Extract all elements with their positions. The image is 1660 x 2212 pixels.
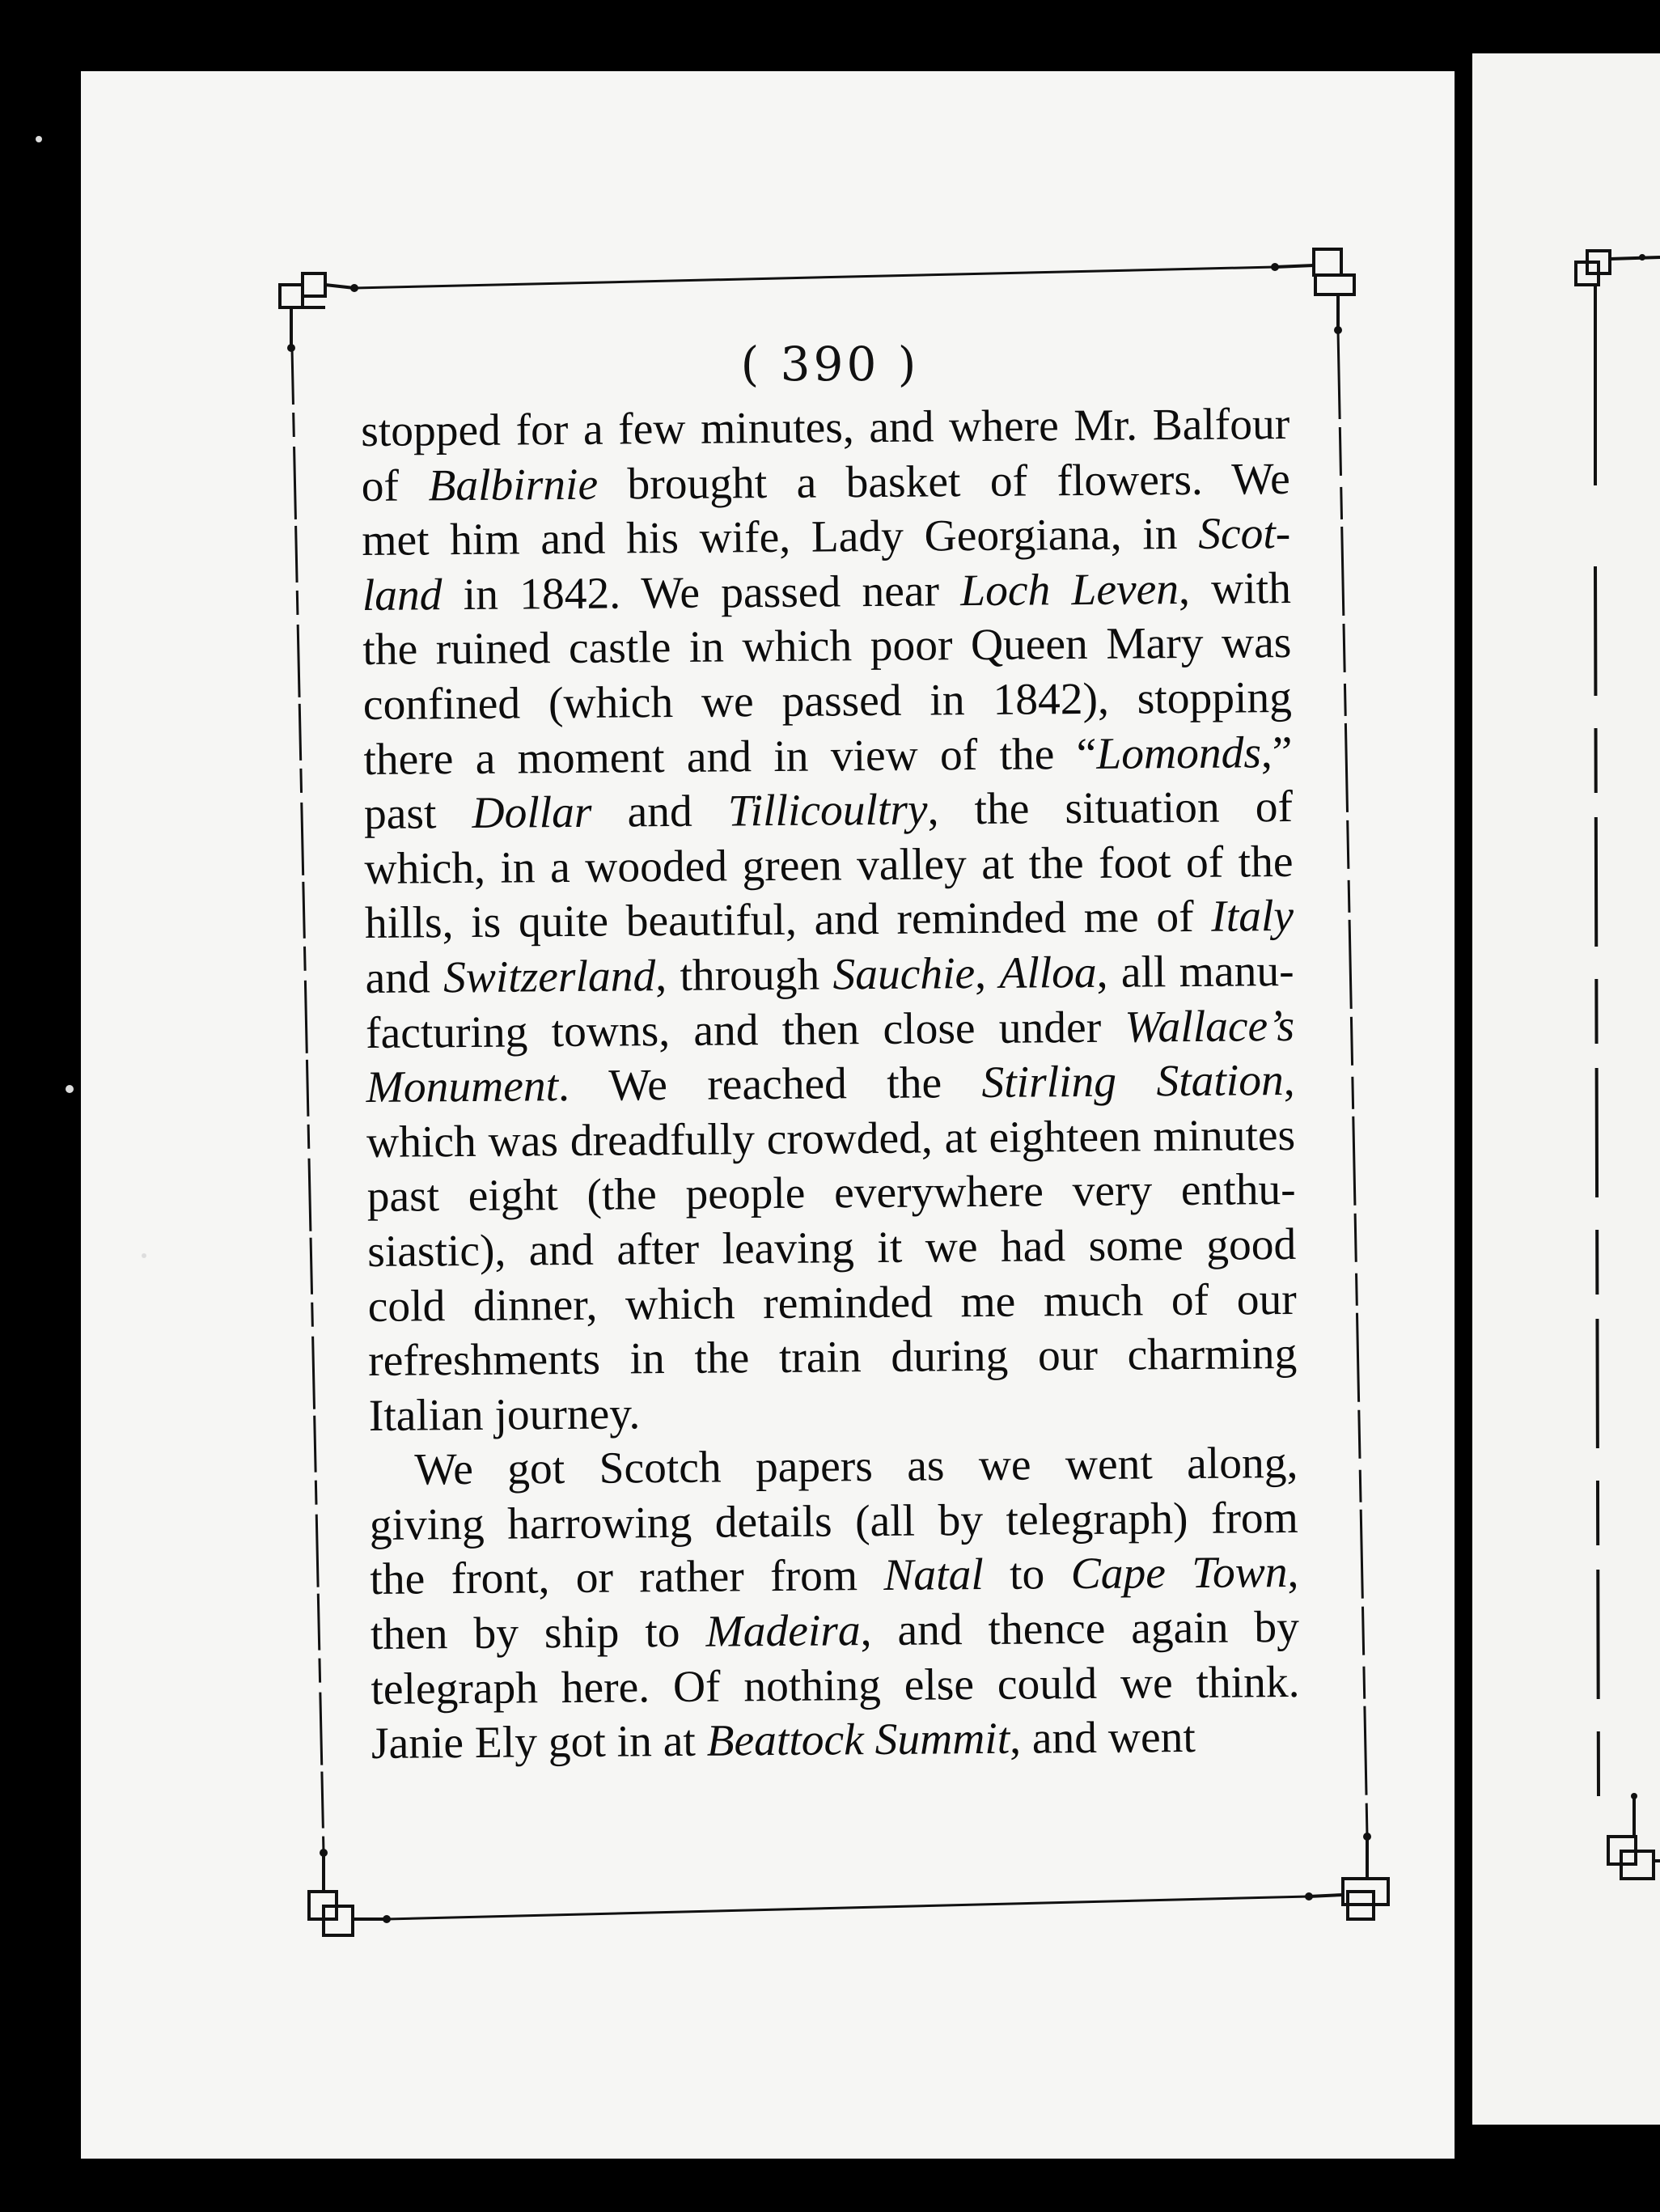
text-line — [362, 616, 1291, 678]
text-run: Italian journey. — [368, 1389, 641, 1441]
text-run: brought a basket of flowers. We — [597, 454, 1290, 510]
text-run: , — [1283, 1056, 1295, 1106]
italic-place-name: Sauchie — [832, 948, 976, 1000]
italic-place-name: Alloa — [999, 947, 1097, 998]
text-run: met him and his wife, Lady Georgiana, in — [362, 510, 1199, 566]
italic-place-name: Natal — [883, 1550, 984, 1601]
text-line — [370, 1545, 1298, 1608]
italic-place-name: Balbirnie — [428, 460, 599, 511]
text-run: , the situation of — [927, 782, 1294, 835]
paragraph — [369, 1436, 1300, 1772]
body-text — [361, 397, 1300, 1772]
text-line — [367, 1218, 1296, 1280]
text-line — [365, 889, 1294, 951]
text-run: facturing towns, and then close under — [365, 1002, 1125, 1058]
text-run: there a moment and in view of the “ — [363, 729, 1097, 785]
text-line — [363, 671, 1292, 733]
text-line — [371, 1655, 1299, 1718]
text-run: which was dreadfully crowded, at eighteen minutes — [366, 1110, 1296, 1167]
text-run: Janie Ely got in at — [371, 1716, 707, 1769]
text-run: the front, or rather from — [370, 1551, 884, 1605]
paragraph — [361, 397, 1298, 1443]
text-run: telegraph here. Of nothing else could we think. — [371, 1657, 1300, 1714]
italic-place-name: Tillicoultry — [727, 785, 928, 837]
text-run: past eight (the people everywhere very enthu- — [366, 1165, 1296, 1223]
text-run: . We reached the — [557, 1058, 982, 1112]
text-line — [366, 1163, 1295, 1225]
text-line — [366, 1053, 1294, 1116]
text-run: , and thence again by — [860, 1603, 1300, 1656]
italic-place-name: Lomonds — [1096, 727, 1262, 779]
text-run: , with — [1178, 563, 1292, 614]
italic-place-name: Monument — [366, 1062, 559, 1113]
text-run: , through — [654, 950, 833, 1002]
text-run: , — [1287, 1548, 1299, 1598]
text-run: ,” — [1260, 727, 1293, 778]
text-line — [362, 506, 1290, 569]
text-line — [366, 998, 1294, 1061]
italic-place-name: Cape Town — [1070, 1548, 1288, 1600]
italic-place-name: Beattock Summit — [706, 1714, 1010, 1766]
text-run: past — [363, 789, 472, 840]
text-run: stopped for a few minutes, and where Mr. Balfour — [361, 399, 1290, 456]
italic-place-name: Loch Leven — [959, 564, 1179, 616]
italic-place-name: Italy — [1211, 892, 1294, 943]
text-run: cold dinner, which reminded me much of our — [367, 1274, 1297, 1332]
text-line — [369, 1436, 1298, 1498]
page-number: ( 390 ) — [740, 337, 920, 392]
text-run: then by ship to — [370, 1607, 706, 1660]
text-run: refreshments in the train during our charming — [368, 1329, 1298, 1387]
text-run: and — [365, 953, 444, 1003]
text-run: which, in a wooded green valley at the foot of the — [364, 837, 1294, 894]
text-line — [371, 1600, 1299, 1663]
italic-place-name: Dollar — [472, 787, 592, 839]
text-run: confined (which we passed in 1842), stopping — [362, 672, 1293, 730]
italic-place-name: Madeira — [705, 1606, 861, 1657]
text-line — [369, 1382, 1298, 1444]
text-run: siastic), and after leaving it we had some good — [366, 1219, 1297, 1277]
text-run: to — [983, 1549, 1071, 1600]
text-line — [368, 1327, 1297, 1389]
text-line — [362, 561, 1291, 624]
text-line — [363, 726, 1292, 788]
text-run: , — [974, 948, 1000, 998]
text-run: , all manu- — [1096, 946, 1294, 998]
italic-place-name: land — [362, 570, 443, 621]
text-line — [365, 944, 1294, 1006]
text-run: the ruined castle in which poor Queen Mary was — [362, 618, 1292, 676]
text-line — [364, 835, 1293, 897]
text-run: hills, is quite beautiful, and reminded me of — [364, 892, 1212, 949]
italic-place-name: Stirling Station — [981, 1056, 1284, 1108]
italic-place-name: Scot- — [1198, 509, 1291, 560]
text-line — [367, 1272, 1296, 1334]
text-line — [362, 452, 1290, 515]
italic-place-name: Wallace’s — [1124, 1001, 1295, 1053]
text-line — [364, 780, 1293, 842]
text-run: We got Scotch papers as we went along, — [414, 1439, 1298, 1495]
text-line — [361, 397, 1289, 460]
text-run: and — [591, 786, 729, 837]
text-run: giving harrowing details (all by telegraph) from — [369, 1493, 1299, 1550]
text-run: in 1842. We passed near — [442, 566, 961, 620]
text-line — [366, 1108, 1295, 1171]
text-run: , and went — [1009, 1713, 1196, 1764]
text-line — [370, 1491, 1298, 1553]
italic-place-name: Switzerland — [443, 951, 656, 1003]
text-run: of — [361, 460, 429, 511]
text-line — [371, 1710, 1300, 1772]
